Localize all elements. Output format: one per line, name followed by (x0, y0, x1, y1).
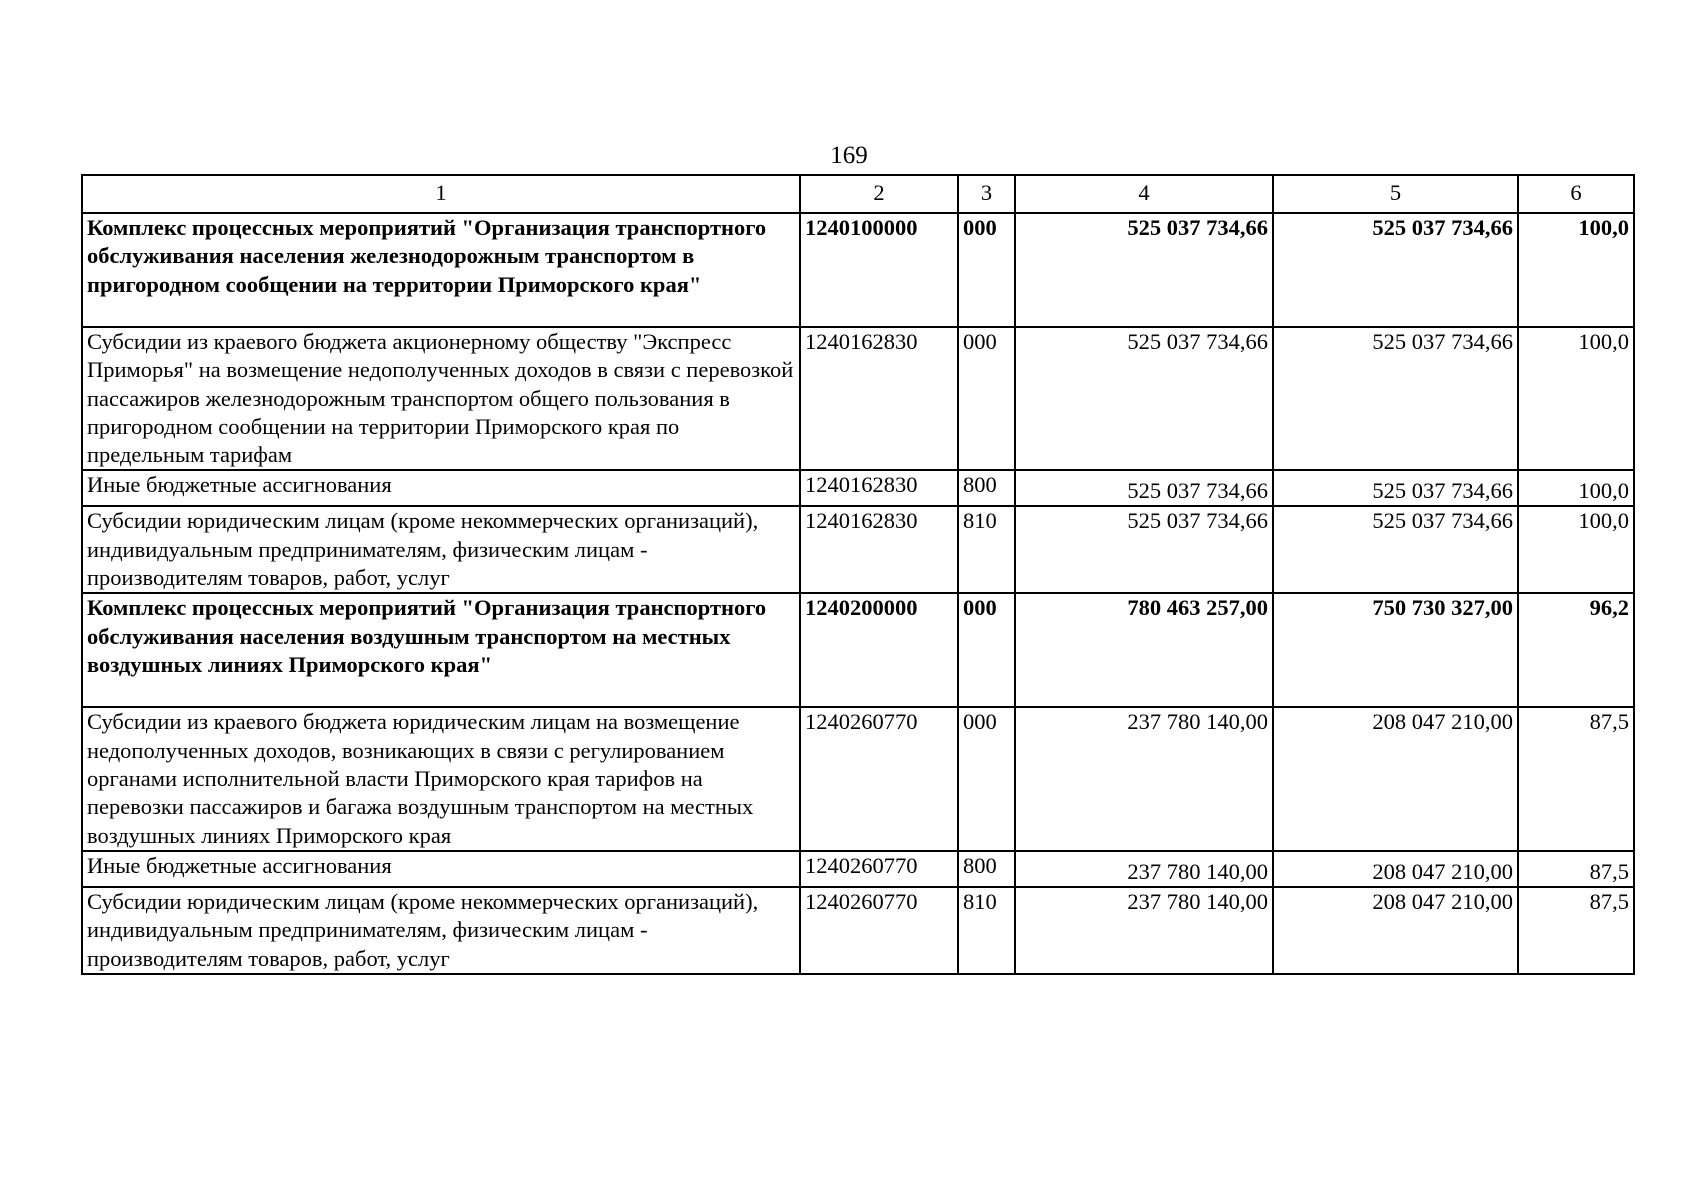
row-plan: 237 780 140,00 (1015, 887, 1273, 974)
row-percent: 100,0 (1518, 327, 1634, 470)
row-type: 800 (958, 470, 1015, 506)
table-row (82, 887, 1634, 974)
row-code: 1240162830 (800, 327, 958, 470)
header-cell-4: 4 (1015, 175, 1273, 213)
row-actual: 208 047 210,00 (1273, 887, 1518, 974)
table-row (82, 470, 1634, 506)
row-description: Субсидии из краевого бюджета акционерному обществу "Экспресс Приморья" на возмещение недополученных доходов в связи с перевозкой пассажиров железнодорожным транспортом общего пользования в пригородном сообщении на территории Приморского края по предельным тарифам (82, 327, 800, 470)
budget-table (81, 174, 1635, 975)
row-type: 000 (958, 213, 1015, 327)
row-type: 800 (958, 851, 1015, 887)
table-row (82, 707, 1634, 850)
row-code: 1240162830 (800, 506, 958, 593)
row-description: Иные бюджетные ассигнования (82, 470, 800, 506)
row-actual: 525 037 734,66 (1273, 327, 1518, 470)
row-actual: 525 037 734,66 (1273, 506, 1518, 593)
header-cell-3: 3 (958, 175, 1015, 213)
row-plan: 525 037 734,66 (1015, 213, 1273, 327)
row-percent: 96,2 (1518, 593, 1634, 707)
row-description: Иные бюджетные ассигнования (82, 851, 800, 887)
row-code: 1240162830 (800, 470, 958, 506)
row-plan: 525 037 734,66 (1015, 470, 1273, 506)
row-type: 000 (958, 707, 1015, 850)
row-actual: 525 037 734,66 (1273, 470, 1518, 506)
row-description: Субсидии юридическим лицам (кроме некоммерческих организаций), индивидуальным предпринимателям, физическим лицам - производителям товаров, работ, услуг (82, 887, 800, 974)
header-cell-2: 2 (800, 175, 958, 213)
row-type: 810 (958, 887, 1015, 974)
row-description: Комплекс процессных мероприятий "Организация транспортного обслуживания населения железнодорожным транспортом в пригородном сообщении на территории Приморского края" (82, 213, 800, 327)
row-plan: 237 780 140,00 (1015, 707, 1273, 850)
table-row (82, 327, 1634, 470)
row-percent: 100,0 (1518, 470, 1634, 506)
row-actual: 208 047 210,00 (1273, 707, 1518, 850)
row-description: Комплекс процессных мероприятий "Организация транспортного обслуживания населения воздушным транспортом на местных воздушных линиях Приморского края" (82, 593, 800, 707)
row-description: Субсидии из краевого бюджета юридическим лицам на возмещение недополученных доходов, возникающих в связи с регулированием органами исполнительной власти Приморского края тарифов на перевозки пассажиров и багажа воздушным транспортом на местных воздушных линиях Приморского края (82, 707, 800, 850)
page-number: 169 (830, 142, 868, 169)
row-plan: 237 780 140,00 (1015, 851, 1273, 887)
row-description: Субсидии юридическим лицам (кроме некоммерческих организаций), индивидуальным предпринимателям, физическим лицам - производителям товаров, работ, услуг (82, 506, 800, 593)
row-plan: 525 037 734,66 (1015, 327, 1273, 470)
row-plan: 525 037 734,66 (1015, 506, 1273, 593)
table-row (82, 593, 1634, 707)
table-row (82, 851, 1634, 887)
table-row (82, 213, 1634, 327)
row-type: 000 (958, 327, 1015, 470)
row-code: 1240260770 (800, 887, 958, 974)
row-actual: 525 037 734,66 (1273, 213, 1518, 327)
row-code: 1240260770 (800, 707, 958, 850)
row-percent: 87,5 (1518, 707, 1634, 850)
row-percent: 100,0 (1518, 213, 1634, 327)
row-type: 810 (958, 506, 1015, 593)
row-actual: 750 730 327,00 (1273, 593, 1518, 707)
row-percent: 87,5 (1518, 851, 1634, 887)
header-cell-5: 5 (1273, 175, 1518, 213)
row-code: 1240260770 (800, 851, 958, 887)
row-percent: 87,5 (1518, 887, 1634, 974)
table-header-row (82, 175, 1634, 213)
row-percent: 100,0 (1518, 506, 1634, 593)
header-cell-6: 6 (1518, 175, 1634, 213)
row-code: 1240200000 (800, 593, 958, 707)
row-code: 1240100000 (800, 213, 958, 327)
row-actual: 208 047 210,00 (1273, 851, 1518, 887)
header-cell-1: 1 (82, 175, 800, 213)
table-row (82, 506, 1634, 593)
row-plan: 780 463 257,00 (1015, 593, 1273, 707)
row-type: 000 (958, 593, 1015, 707)
